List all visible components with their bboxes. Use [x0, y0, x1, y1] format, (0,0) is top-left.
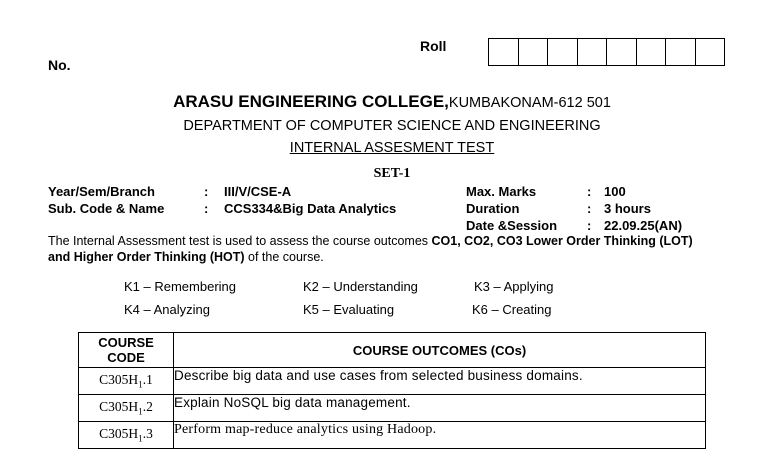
table-row	[79, 395, 706, 422]
code-suffix: .2	[142, 399, 153, 415]
code-subscript: 1	[138, 379, 143, 390]
course-code-header-line1: COURSE	[98, 335, 154, 350]
roll-label: Roll	[420, 38, 447, 54]
outcome-description: Perform map-reduce analytics using Hadoop.	[174, 422, 706, 449]
intro-text-end: of the course.	[244, 250, 324, 264]
date-session-value: 22.09.25(AN)	[604, 218, 683, 233]
subject-label: Sub. Code & Name	[48, 201, 165, 216]
level-k1: K1 – Remembering	[124, 279, 236, 294]
roll-box[interactable]	[666, 39, 696, 65]
date-session-label: Date &Session	[466, 218, 558, 233]
course-code-cell	[79, 368, 174, 395]
level-k2: K2 – Understanding	[303, 279, 418, 294]
college-heading	[0, 92, 784, 112]
level-k4: K4 – Analyzing	[124, 302, 211, 317]
code-subscript: 1	[138, 433, 143, 444]
roll-box[interactable]	[519, 39, 549, 65]
set-label: SET-1	[373, 166, 411, 181]
date-session-separator: :	[587, 218, 592, 233]
roll-box[interactable]	[548, 39, 578, 65]
code-suffix: .1	[142, 372, 153, 388]
test-title: INTERNAL ASSESMENT TEST	[289, 140, 495, 156]
year-label: Year/Sem/Branch	[48, 184, 155, 199]
department-title: DEPARTMENT OF COMPUTER SCIENCE AND ENGINEERING	[183, 118, 601, 134]
max-marks-label: Max. Marks	[466, 184, 537, 199]
table-header-row	[79, 333, 706, 368]
code-prefix: C305H	[99, 399, 139, 415]
course-code-cell	[79, 395, 174, 422]
roll-number-boxes	[488, 38, 725, 66]
course-code-header	[79, 333, 174, 368]
no-label: No.	[48, 57, 71, 73]
course-outcomes-table	[78, 332, 706, 449]
subject-separator: :	[204, 201, 209, 216]
intro-line-2	[48, 250, 324, 264]
outcome-description: Explain NoSQL big data management.	[174, 395, 706, 422]
code-prefix: C305H	[99, 426, 139, 442]
code-subscript: 1	[138, 406, 143, 417]
roll-box[interactable]	[489, 39, 519, 65]
outcome-description: Describe big data and use cases from selected business domains.	[174, 368, 706, 395]
college-name: ARASU ENGINEERING COLLEGE,	[173, 92, 449, 111]
level-k5: K5 – Evaluating	[303, 302, 395, 317]
max-marks-separator: :	[587, 184, 592, 199]
level-k6: K6 – Creating	[472, 302, 552, 317]
course-code-cell	[79, 422, 174, 449]
table-row	[79, 422, 706, 449]
intro-text: The Internal Assessment test is used to assess the course outcomes	[48, 234, 432, 248]
duration-value: 3 hours	[604, 201, 651, 216]
max-marks-value: 100	[604, 184, 626, 199]
subject-value: CCS334&Big Data Analytics	[224, 201, 397, 216]
level-k3: K3 – Applying	[474, 279, 554, 294]
duration-separator: :	[587, 201, 592, 216]
intro-hot: and Higher Order Thinking (HOT)	[48, 250, 245, 264]
intro-outcomes: CO1, CO2, CO3 Lower Order Thinking (LOT)	[431, 234, 693, 248]
course-outcomes-header: COURSE OUTCOMES (COs)	[174, 333, 706, 368]
year-value: III/V/CSE-A	[224, 184, 292, 199]
roll-box[interactable]	[637, 39, 667, 65]
intro-line-1	[48, 234, 693, 248]
table-row	[79, 368, 706, 395]
college-location: KUMBAKONAM-612 501	[448, 95, 611, 111]
course-code-header-line2: CODE	[107, 350, 145, 365]
code-prefix: C305H	[99, 372, 139, 388]
roll-box[interactable]	[696, 39, 726, 65]
year-separator: :	[204, 184, 209, 199]
duration-label: Duration	[466, 201, 520, 216]
roll-box[interactable]	[578, 39, 608, 65]
roll-box[interactable]	[607, 39, 637, 65]
code-suffix: .3	[142, 426, 153, 442]
